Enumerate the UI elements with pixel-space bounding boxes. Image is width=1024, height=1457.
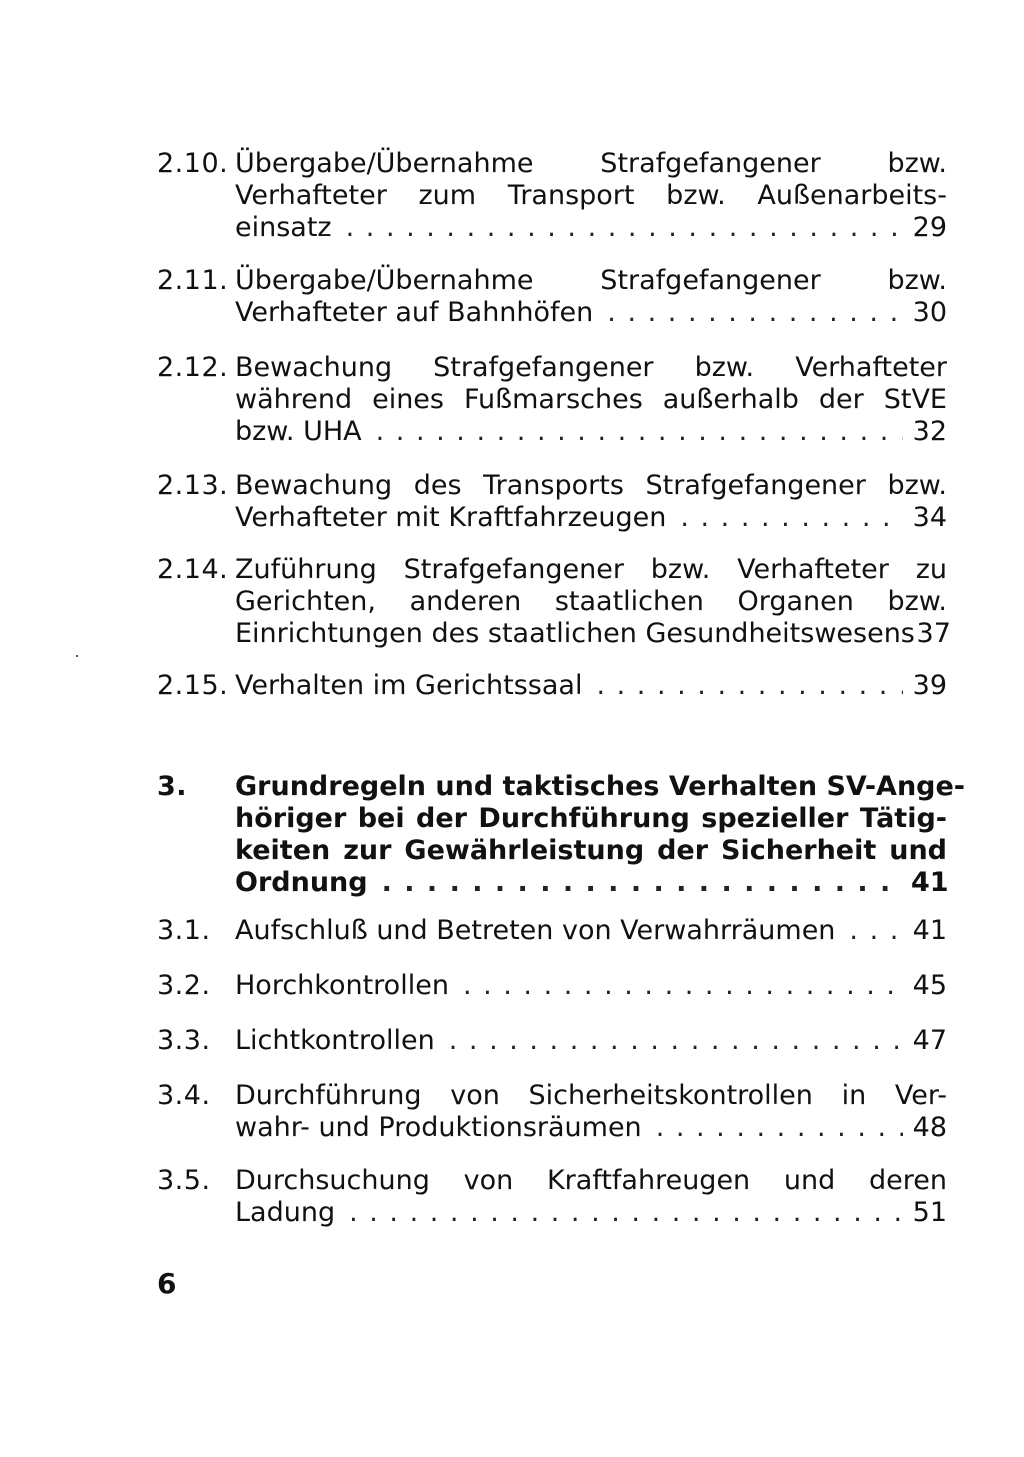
scan-speck xyxy=(76,655,78,657)
toc-line-text: Verhafteter auf Bahnhöfen xyxy=(235,297,594,328)
toc-entry-title xyxy=(235,970,947,1002)
dot-leader xyxy=(680,502,903,534)
toc-line-last xyxy=(235,970,947,1002)
toc-entry-title xyxy=(235,554,951,650)
toc-line-last xyxy=(235,297,947,329)
toc-line: Gerichten, anderen staatlichen Organen bzw. xyxy=(235,586,947,617)
toc-line-text: einsatz xyxy=(235,212,332,243)
toc-entry-title xyxy=(235,1080,947,1144)
toc-line: keiten zur Gewährleistung der Sicherheit und xyxy=(235,835,947,866)
toc-entry-number: 3.3. xyxy=(157,1025,211,1056)
toc-page-ref: 32 xyxy=(912,416,947,447)
toc-entry-number: 3. xyxy=(157,771,188,802)
dot-leader xyxy=(346,212,903,244)
toc-page-ref: 51 xyxy=(912,1197,947,1228)
toc-entry-number: 3.4. xyxy=(157,1080,211,1111)
toc-entry-title xyxy=(235,771,966,899)
toc-line: Zuführung Strafgefangener bzw. Verhafteter zu xyxy=(235,554,947,585)
toc-line-text: Lichtkontrollen xyxy=(235,1025,435,1056)
toc-entry-title xyxy=(235,915,947,947)
toc-entry-number: 2.14. xyxy=(157,554,229,585)
dot-leader xyxy=(349,1197,903,1229)
toc-entry-title xyxy=(235,1165,947,1229)
toc-entry-number: 3.1. xyxy=(157,915,211,946)
toc-entry-title xyxy=(235,670,947,702)
toc-line-text: Einrichtungen des staatlichen Gesundheitswesens xyxy=(235,618,915,649)
dot-leader xyxy=(449,1025,903,1057)
toc-line-text: Verhafteter mit Kraftfahrzeugen xyxy=(235,502,667,533)
toc-line-text: wahr- und Produktionsräumen xyxy=(235,1112,642,1143)
toc-entry-number: 2.12. xyxy=(157,352,229,383)
toc-line-last xyxy=(235,1197,947,1229)
dot-leader xyxy=(382,867,903,899)
toc-entry-number: 3.5. xyxy=(157,1165,211,1196)
toc-line-last xyxy=(235,915,947,947)
toc-line-text: Ladung xyxy=(235,1197,336,1228)
toc-line: Übergabe/Übernahme Strafgefangener bzw. xyxy=(235,148,947,179)
dot-leader xyxy=(463,970,903,1002)
toc-line: Grundregeln und taktisches Verhalten SV-Ange- xyxy=(235,771,966,802)
toc-line: Bewachung Strafgefangener bzw. Verhafteter xyxy=(235,352,947,383)
toc-entry-title xyxy=(235,1025,947,1057)
toc-entry-title xyxy=(235,352,947,448)
toc-line-last xyxy=(235,1112,947,1144)
toc-page-ref: 29 xyxy=(912,212,947,243)
toc-entry-number: 3.2. xyxy=(157,970,211,1001)
dot-leader xyxy=(607,297,903,329)
toc-page-ref: 47 xyxy=(912,1025,947,1056)
toc-entry-number: 2.13. xyxy=(157,470,229,501)
toc-entry-title xyxy=(235,470,947,534)
toc-line-text: bzw. UHA xyxy=(235,416,362,447)
toc-page-ref: 48 xyxy=(912,1112,947,1143)
toc-page-ref: 30 xyxy=(912,297,947,328)
toc-entry-title xyxy=(235,265,947,329)
toc-page-ref: 45 xyxy=(912,970,947,1001)
dot-leader xyxy=(849,915,903,947)
toc-page-ref: 39 xyxy=(912,670,947,701)
toc-line-text: Horchkontrollen xyxy=(235,970,449,1001)
toc-line-last xyxy=(235,867,947,899)
toc-line: höriger bei der Durchführung spezieller Tätig- xyxy=(235,803,947,834)
toc-page-ref: 37 xyxy=(916,618,951,649)
toc-line-text: Verhalten im Gerichtssaal xyxy=(235,670,583,701)
toc-line: Durchführung von Sicherheitskontrollen in Ver- xyxy=(235,1080,947,1111)
toc-line-last xyxy=(235,1025,947,1057)
toc-page-ref: 41 xyxy=(911,867,949,898)
toc-line: Verhafteter zum Transport bzw. Außenarbeits- xyxy=(235,180,947,211)
dot-leader xyxy=(596,670,903,702)
toc-entry-title xyxy=(235,148,947,244)
toc-page-ref: 34 xyxy=(912,502,947,533)
toc-line: Übergabe/Übernahme Strafgefangener bzw. xyxy=(235,265,947,296)
toc-line: Durchsuchung von Kraftfahreugen und deren xyxy=(235,1165,947,1196)
toc-line: während eines Fußmarsches außerhalb der StVE xyxy=(235,384,947,415)
toc-page-ref: 41 xyxy=(912,915,947,946)
page-number: 6 xyxy=(157,1267,177,1300)
toc-line-text: Aufschluß und Betreten von Verwahrräumen xyxy=(235,915,836,946)
toc-line-last xyxy=(235,416,947,448)
toc-entry-number: 2.15. xyxy=(157,670,229,701)
toc-line-text: Ordnung xyxy=(235,867,368,898)
toc-line-last xyxy=(235,618,951,650)
toc-entry-number: 2.11. xyxy=(157,265,229,296)
dot-leader xyxy=(656,1112,903,1144)
toc-line-last xyxy=(235,212,947,244)
dot-leader xyxy=(376,416,903,448)
toc-entry-number: 2.10. xyxy=(157,148,229,179)
toc-line-last xyxy=(235,670,947,702)
toc-line-last xyxy=(235,502,947,534)
toc-line: Bewachung des Transports Strafgefangener bzw. xyxy=(235,470,947,501)
